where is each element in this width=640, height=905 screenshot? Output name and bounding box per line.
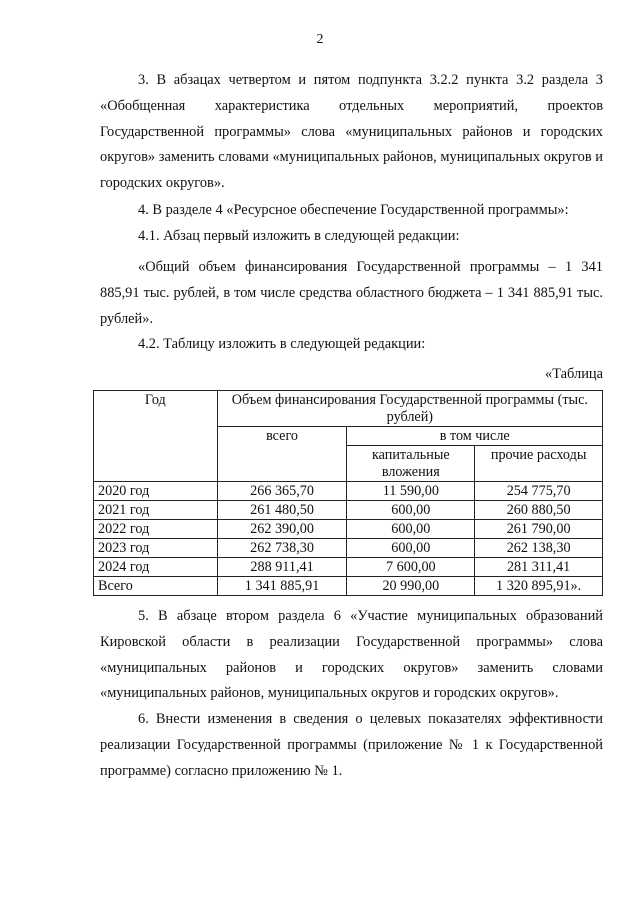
header-other: прочие расходы xyxy=(475,446,603,482)
header-year: Год xyxy=(94,391,218,482)
paragraph-total-financing: «Общий объем финансирования Государственной программы – 1 341 885,91 тыс. рублей, в том числе средства областного бюджета – 1 341 885,91 тыс. рублей». xyxy=(100,259,603,327)
cell-capital: 600,00 xyxy=(347,520,475,539)
header-total: всего xyxy=(217,427,347,482)
table-row xyxy=(94,558,603,577)
cell-total: 262 390,00 xyxy=(217,520,347,539)
cell-year: 2023 год xyxy=(94,539,218,558)
paragraph-6: 6. Внести изменения в сведения о целевых показателях эффективности реализации Государственной программы (приложение № 1 к Государственной программе) согласно приложению № 1. xyxy=(100,711,603,779)
paragraph-4-2: 4.2. Таблицу изложить в следующей редакции: xyxy=(138,336,426,352)
cell-capital: 11 590,00 xyxy=(347,482,475,501)
cell-year: Всего xyxy=(94,577,218,596)
cell-total: 1 341 885,91 xyxy=(217,577,347,596)
cell-other: 281 311,41 xyxy=(475,558,603,577)
cell-year: 2024 год xyxy=(94,558,218,577)
table-row xyxy=(94,501,603,520)
cell-other: 262 138,30 xyxy=(475,539,603,558)
page-number: 2 xyxy=(316,32,324,47)
cell-other: 261 790,00 xyxy=(475,520,603,539)
cell-other: 1 320 895,91». xyxy=(475,577,603,596)
financing-table xyxy=(93,390,603,596)
cell-total: 262 738,30 xyxy=(217,539,347,558)
table-row-total xyxy=(94,577,603,596)
cell-other: 254 775,70 xyxy=(475,482,603,501)
paragraph-5: 5. В абзаце втором раздела 6 «Участие муниципальных образований Кировской области в реализации Государственной программы» слова «муниципальных районов и городских округов» заменить словами «муниципальных районов, муниципальных округов и городских округов». xyxy=(100,608,603,702)
paragraph-4: 4. В разделе 4 «Ресурсное обеспечение Государственной программы»: xyxy=(138,202,569,218)
table-row xyxy=(94,482,603,501)
cell-total: 288 911,41 xyxy=(217,558,347,577)
paragraph-4-1: 4.1. Абзац первый изложить в следующей редакции: xyxy=(138,228,460,244)
paragraph-3: 3. В абзацах четвертом и пятом подпункта 3.2.2 пункта 3.2 раздела 3 «Обобщенная характеристика отдельных мероприятий, проектов Государственной программы» слова «муниципальных районов и городских округов» заменить словами «муниципальных районов, муниципальных округов и городских округов». xyxy=(100,72,603,192)
cell-capital: 20 990,00 xyxy=(347,577,475,596)
table-row xyxy=(94,520,603,539)
cell-year: 2020 год xyxy=(94,482,218,501)
table-caption: «Таблица xyxy=(545,366,603,382)
cell-year: 2021 год xyxy=(94,501,218,520)
cell-capital: 7 600,00 xyxy=(347,558,475,577)
cell-capital: 600,00 xyxy=(347,539,475,558)
cell-total: 266 365,70 xyxy=(217,482,347,501)
cell-capital: 600,00 xyxy=(347,501,475,520)
header-volume: Объем финансирования Государственной программы (тыс. рублей) xyxy=(217,391,602,427)
cell-total: 261 480,50 xyxy=(217,501,347,520)
cell-year: 2022 год xyxy=(94,520,218,539)
header-including: в том числе xyxy=(347,427,603,446)
cell-other: 260 880,50 xyxy=(475,501,603,520)
table-row xyxy=(94,539,603,558)
header-capital: капитальные вложения xyxy=(347,446,475,482)
